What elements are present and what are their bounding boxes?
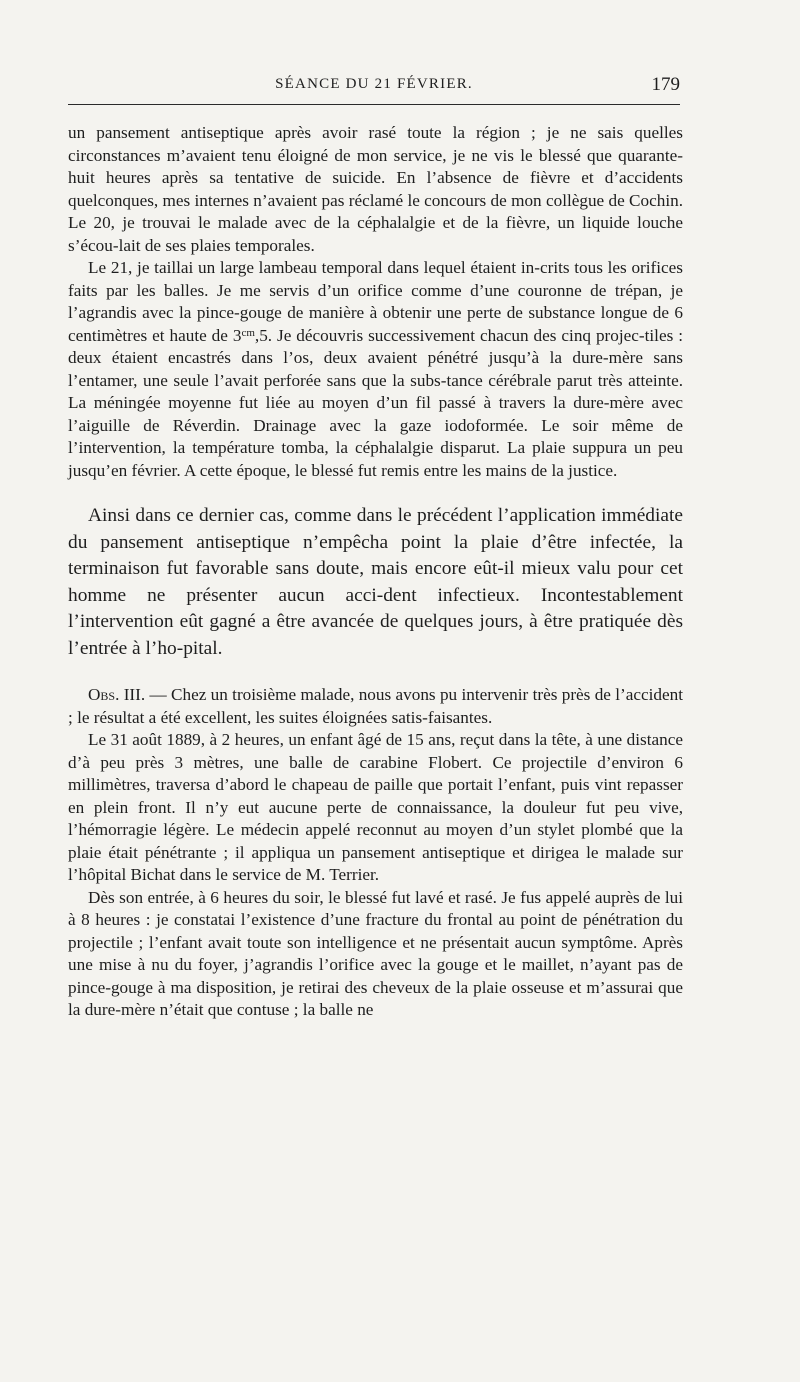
paragraph-conclusion [68, 503, 683, 662]
paragraph-text-before: Le 21, je taillai un large lambeau temporal dans lequel étaient in-crits tous les orifices faits par les balles. Je me servis d’un orifice comme d’une couronne de trépan, je l’agrandis avec la pince-gouge de manière à obtenir une perte de substance longue de 6 centimètres et haute de 3 [68, 258, 683, 345]
body-text [68, 122, 683, 1022]
page-number: 179 [651, 74, 680, 95]
page-header [68, 74, 680, 100]
paragraph-text-after: ,5. Je découvris successivement chacun des cinq projec-tiles : deux étaient encastrés dans l’os, deux avaient pénétré jusqu’à la dure-mère sans l’entamer, une seule l’avait perforée sans que la subs-tance cérébrale parut très atteinte. La méningée moyenne fut liée au moyen d’un fil passé à travers la dure-mère avec l’aiguille de Réverdin. Drainage avec la gaze iodoformée. Le soir même de l’intervention, la température tomba, la céphalalgie disparut. La plaie suppura un peu jusqu’en février. A cette époque, le blessé fut remis entre les mains de la justice. [68, 325, 683, 480]
paragraph-text: Dès son entrée, à 6 heures du soir, le blessé fut lavé et rasé. Je fus appelé auprès de lui à 8 heures : je constatai l’existence d’une fracture du frontal au point de pénétration du projectile ; l’enfant avait toute son intelligence et ne présentait aucun symptôme. Après une mise à nu du foyer, j’agrandis l’orifice avec la gouge et le maillet, n’ayant pas de pince-gouge à ma disposition, je retirai des cheveux de la plaie osseuse et m’assurai que la dure-mère n’était que contuse ; la balle ne [68, 887, 683, 1019]
paragraph-observation-three [68, 684, 683, 729]
paragraph-admission [68, 887, 683, 1022]
header-rule [68, 104, 680, 105]
superscript-unit: cm [241, 326, 255, 339]
paragraph-continuation [68, 122, 683, 257]
running-title: SÉANCE DU 21 FÉVRIER. [275, 76, 473, 92]
paragraph-accident [68, 729, 683, 887]
paragraph-text: Ainsi dans ce dernier cas, comme dans le précédent l’application immédiate du pansement antiseptique n’empêcha point la plaie d’être infectée, la terminaison fut favorable sans doute, mais encore eût-il mieux valu pour cet homme ne présenter aucun acci-dent infectieux. Incontestablement l’intervention eût gagné a être avancée de quelques jours, à être pratiquée dès l’entrée à l’ho-pital. [68, 505, 683, 659]
observation-label: Obs. III. [88, 685, 146, 704]
paragraph-trepanation [68, 257, 683, 482]
paragraph-text: un pansement antiseptique après avoir rasé toute la région ; je ne sais quelles circonstances m’avaient tenu éloigné de mon service, je ne vis le blessé que quarante-huit heures après sa tentative de suicide. En l’absence de fièvre et d’accidents quelconques, mes internes n’avaient pas réclamé le concours de mon collègue de Cochin. Le 20, je trouvai le malade avec de la céphalalgie et de la fièvre, un liquide louche s’écou-lait de ses plaies temporales. [68, 123, 683, 255]
paragraph-text: Le 31 août 1889, à 2 heures, un enfant âgé de 15 ans, reçut dans la tête, à une distance d’à peu près 3 mètres, une balle de carabine Flobert. Ce projectile d’environ 6 millimètres, traversa d’abord le chapeau de paille que portait l’enfant, puis vint repasser en plein front. Il n’y eut aucune perte de connaissance, la douleur fut peu vive, l’hémorragie légère. Le médecin appelé reconnut au moyen d’un stylet plombé que la plaie était pénétrante ; il appliqua un pansement antiseptique et dirigea le malade sur l’hôpital Bichat dans le service de M. Terrier. [68, 730, 683, 884]
paragraph-text: — Chez un troisième malade, nous avons pu intervenir très près de l’accident ; le résultat a été excellent, les suites éloignées satis-faisantes. [68, 685, 683, 727]
